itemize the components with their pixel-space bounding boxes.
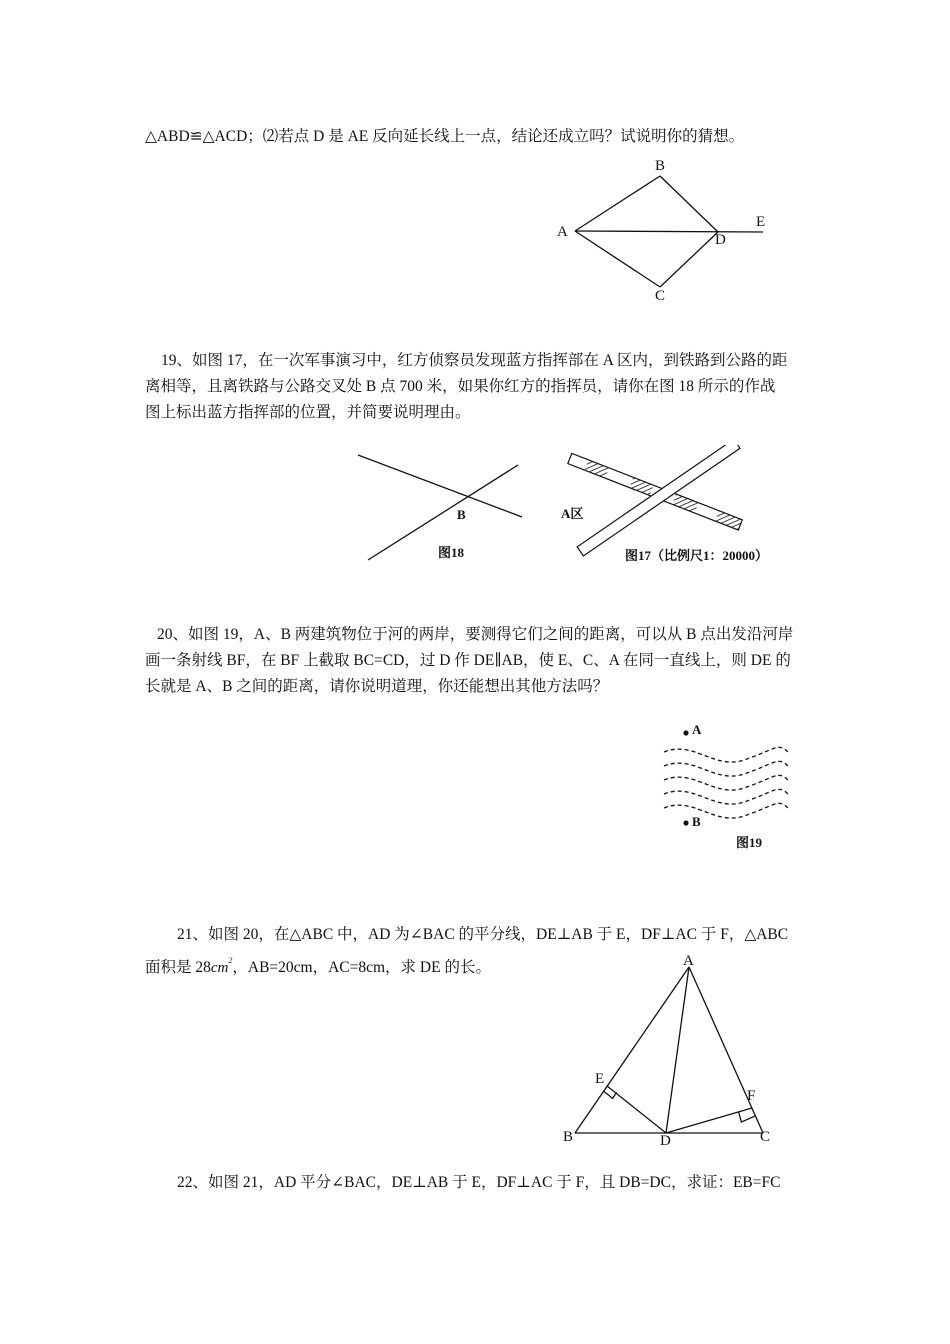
label-e: E <box>756 214 766 230</box>
label-b: B <box>563 1129 574 1145</box>
fig18 <box>350 445 550 570</box>
seg-ab <box>575 176 660 231</box>
label-b: B <box>655 158 666 174</box>
fig19-point-b <box>683 820 688 825</box>
label-a: A <box>557 224 568 240</box>
fig17-road <box>577 445 740 556</box>
seg-ae <box>575 231 763 232</box>
fig19-river <box>664 747 788 818</box>
fig18-caption: 图18 <box>438 545 465 560</box>
fig19-label-a: A <box>692 722 702 737</box>
fig19 <box>650 712 800 857</box>
label-c: C <box>760 1129 771 1145</box>
fig17-caption: 图17（比例尺1：20000） <box>625 548 769 563</box>
label-d: D <box>715 232 726 248</box>
fig18-line-road <box>358 455 522 517</box>
label-f: F <box>747 1088 756 1104</box>
seg-ad <box>666 967 689 1133</box>
seg-ac <box>575 231 660 287</box>
right-angle-f <box>739 1112 755 1122</box>
fig18-label-b: B <box>457 507 466 522</box>
q21-line1: 21、如图 20，在△ABC 中，AD 为∠BAC 的平分线，DE⊥AB 于 E，DF⊥AC 于 F，△ABC <box>177 926 789 943</box>
fig19-label-b: B <box>692 814 701 829</box>
q21-line2 <box>145 948 491 981</box>
fig17-zone-label: A区 <box>561 506 584 521</box>
seg-cd <box>660 232 718 287</box>
q21-unit-exp: 2 <box>228 956 233 965</box>
q21-unit: cm <box>210 960 229 976</box>
q21-text-pre: 面积是 28 <box>145 959 211 976</box>
label-e: E <box>595 1071 605 1087</box>
fig19-caption: 图19 <box>736 835 763 850</box>
seg-ab <box>575 967 689 1133</box>
q20-line3: 长就是 A、B 之间的距离，请你说明道理，你还能想出其他方法吗？ <box>145 678 609 695</box>
q21-text-post: ，AB=20cm，AC=8cm，求 DE 的长。 <box>232 959 491 976</box>
label-c: C <box>655 288 666 304</box>
q19-line1: 19、如图 17，在一次军事演习中，红方侦察员发现蓝方指挥部在 A 区内，到铁路到公路的距 <box>161 352 788 369</box>
fig17 <box>555 445 805 570</box>
q20-line1: 20、如图 19，A、B 两建筑物位于河的两岸，要测得它们之间的距离，可以从 B 点出发沿河岸 <box>157 626 794 643</box>
q18-figure <box>545 150 775 310</box>
seg-bd <box>660 176 718 232</box>
q18-text: △ABD≌△ACD；⑵若点 D 是 AE 反向延长线上一点，结论还成立吗？试说明你的猜想。 <box>145 128 745 145</box>
q20-line2: 画一条射线 BF，在 BF 上截取 BC=CD，过 D 作 DE∥AB，使 E、C、A 在同一直线上，则 DE 的 <box>145 652 791 669</box>
seg-df <box>666 1108 752 1133</box>
label-a: A <box>683 953 694 969</box>
label-d: D <box>660 1133 671 1149</box>
q22-line1: 22、如图 21，AD 平分∠BAC，DE⊥AB 于 E，DF⊥AC 于 F，且 DB=DC，求证：EB=FC <box>177 1174 781 1191</box>
fig20 <box>555 950 790 1150</box>
q19-line2: 离相等，且离铁路与公路交叉处 B 点 700 米，如果你红方的指挥员，请你在图 18 所示的作战 <box>145 378 776 395</box>
fig19-point-a <box>683 730 688 735</box>
q19-line3: 图上标出蓝方指挥部的位置，并简要说明理由。 <box>145 404 471 421</box>
